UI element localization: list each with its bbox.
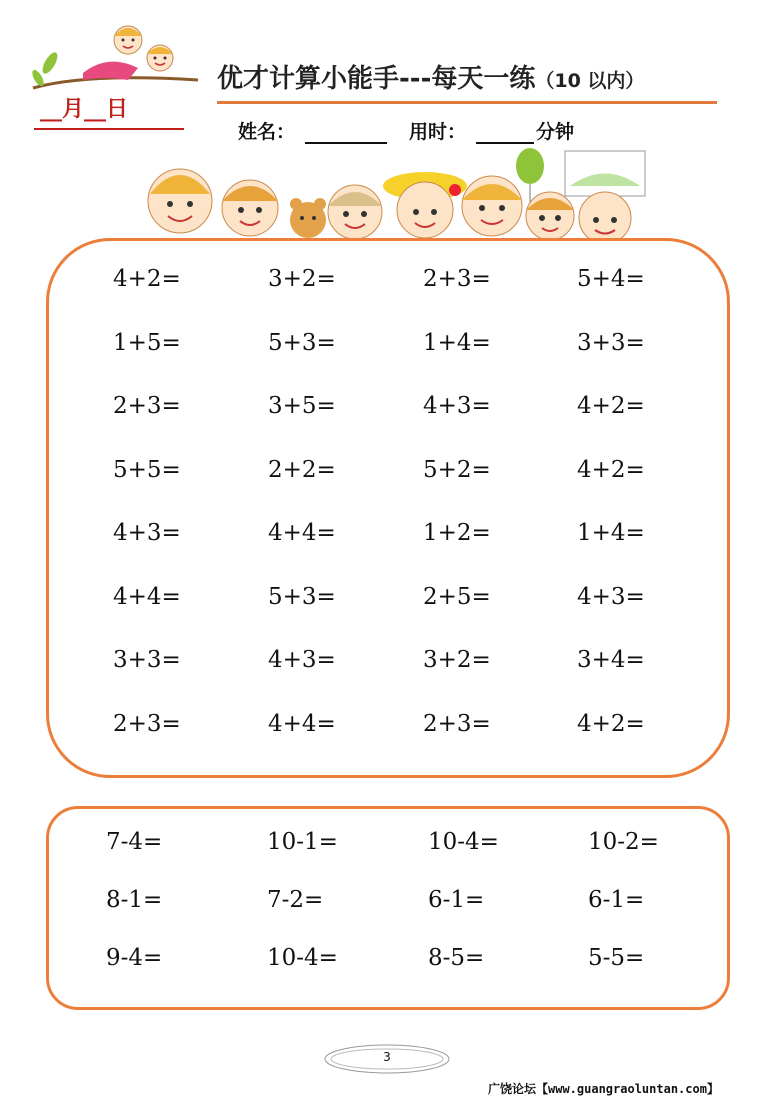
- subtraction-problem: 10-4=: [428, 829, 499, 855]
- minutes-label: 分钟: [536, 121, 575, 143]
- time-label: 用时：: [409, 121, 467, 143]
- addition-problem: 5+3=: [268, 329, 336, 356]
- kid-face-2: [222, 180, 278, 236]
- subtraction-problem: 8-5=: [428, 945, 485, 971]
- addition-problem: 5+4=: [577, 266, 645, 292]
- addition-problem: 2+3=: [113, 710, 181, 737]
- addition-problem: 4+4=: [268, 520, 336, 546]
- time-blank[interactable]: [476, 122, 534, 144]
- addition-problem: 2+3=: [423, 710, 491, 737]
- subtraction-problem: 7-4=: [106, 829, 163, 855]
- subtraction-problem: 10-2=: [588, 829, 659, 855]
- name-label: 姓名：: [238, 121, 296, 143]
- kids-on-branch-illustration: [28, 18, 203, 98]
- addition-problem: 4+3=: [423, 393, 491, 419]
- addition-problem: 4+3=: [268, 647, 336, 673]
- addition-problem: 4+3=: [577, 583, 645, 610]
- bear-face: [290, 198, 326, 238]
- subtraction-problem: 10-4=: [267, 945, 338, 971]
- addition-problem: 1+4=: [423, 329, 491, 356]
- month-label: 月: [62, 97, 85, 122]
- addition-problem: 4+2=: [577, 393, 645, 419]
- addition-problem: 5+2=: [423, 456, 491, 483]
- subtraction-problem: 6-1=: [428, 887, 485, 913]
- addition-problem: 4+4=: [268, 710, 336, 737]
- addition-problem-box: [46, 238, 730, 778]
- addition-problem: 3+2=: [423, 647, 491, 673]
- title-text: 优才计算小能手---每天一练: [217, 64, 536, 94]
- title-range: （10 以内）: [535, 70, 645, 92]
- addition-problem: 3+4=: [577, 647, 645, 673]
- cartoon-kids-illustration: [110, 146, 670, 248]
- title-rule: [217, 101, 717, 104]
- name-blank[interactable]: [305, 122, 387, 144]
- worksheet-title: [217, 58, 644, 95]
- addition-problem: 4+2=: [577, 456, 645, 483]
- subtraction-problem: 7-2=: [267, 887, 324, 913]
- addition-problem: 4+4=: [113, 583, 181, 610]
- addition-problem: 1+2=: [423, 520, 491, 546]
- day-label: 日: [106, 97, 129, 122]
- subtraction-problem: 6-1=: [588, 887, 645, 913]
- kid-face-5: [462, 176, 522, 236]
- kid-face-1: [148, 169, 212, 233]
- addition-problem: 3+2=: [268, 266, 336, 292]
- addition-problem: 3+3=: [577, 329, 645, 356]
- addition-problem: 5+3=: [268, 583, 336, 610]
- addition-problem: 4+2=: [113, 266, 181, 292]
- student-info-row: [238, 117, 574, 144]
- footer-site-text: 广饶论坛【www.guangraoluntan.com】: [488, 1082, 719, 1096]
- addition-problem: 1+5=: [113, 329, 181, 356]
- addition-problem: 1+4=: [577, 520, 645, 546]
- addition-problem: 2+3=: [423, 266, 491, 292]
- addition-problem: 2+2=: [268, 456, 336, 483]
- subtraction-problem: 5-5=: [588, 945, 645, 971]
- addition-problem: 5+5=: [113, 456, 181, 483]
- date-line: __月__日: [40, 97, 129, 122]
- addition-problem: 2+5=: [423, 583, 491, 610]
- subtraction-problem: 10-1=: [267, 829, 338, 855]
- date-underline: [34, 128, 184, 130]
- kid-face-6: [526, 192, 574, 240]
- addition-problem: 3+3=: [113, 647, 181, 673]
- subtraction-problem: 9-4=: [106, 945, 163, 971]
- kid-face-7: [565, 151, 645, 244]
- addition-problem: 4+3=: [113, 520, 181, 546]
- addition-problem: 3+5=: [268, 393, 336, 419]
- page-number: 3: [383, 1050, 391, 1064]
- addition-problem: 4+2=: [577, 710, 645, 737]
- addition-problem: 2+3=: [113, 393, 181, 419]
- kid-face-4: [383, 172, 467, 238]
- subtraction-problem: 8-1=: [106, 887, 163, 913]
- kid-face-3: [328, 185, 382, 239]
